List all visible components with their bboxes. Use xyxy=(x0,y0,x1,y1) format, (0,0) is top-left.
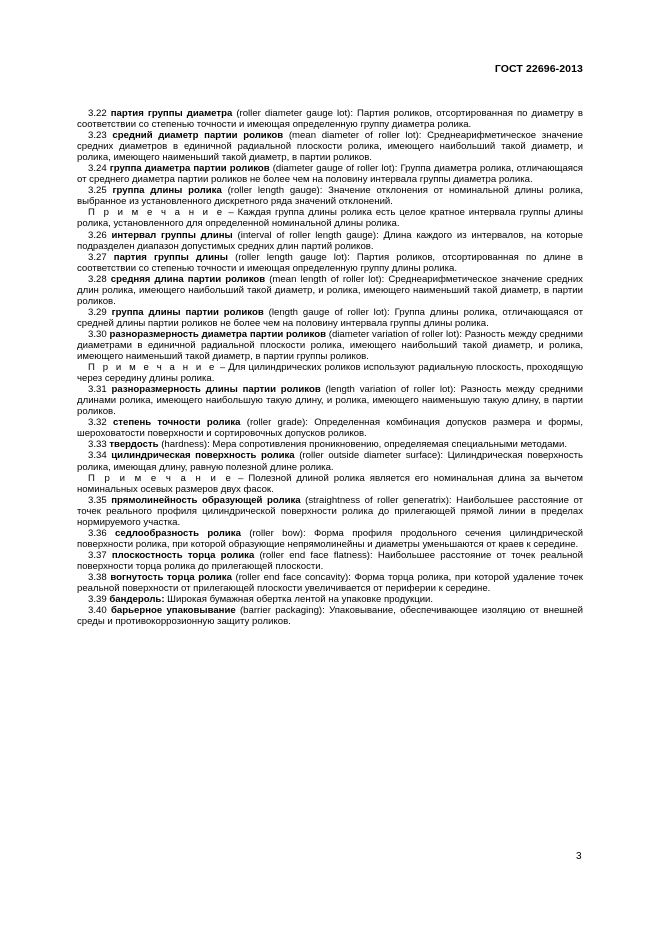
definition-paragraph xyxy=(77,417,583,439)
clause-number: 3.37 xyxy=(88,549,107,561)
definition-text: (barrier packaging): Упаковывание, обеспечивающее изоляцию от внешней среды и противокоррозионную защиту роликов. xyxy=(77,605,583,628)
clause-number: 3.23 xyxy=(88,130,107,142)
term-name: плоскостность торца ролика xyxy=(111,549,255,561)
note-label: П р и м е ч а н и е xyxy=(88,472,234,484)
term-name: средняя длина партии роликов xyxy=(110,273,266,285)
definition-paragraph xyxy=(77,384,583,417)
definition-paragraph xyxy=(77,572,583,594)
note-text: – Для цилиндрических роликов используют радиальную плоскость, проходящую через середину длины ролика. xyxy=(77,362,584,385)
term-name: твердость xyxy=(109,439,159,451)
definition-paragraph xyxy=(77,274,583,307)
term-name: барьерное упаковывание xyxy=(110,605,236,617)
definition-paragraph xyxy=(77,307,583,329)
term-name: разноразмерность диаметра партии роликов xyxy=(109,328,326,340)
definition-paragraph xyxy=(77,230,583,252)
definition-paragraph xyxy=(77,594,583,605)
definition-paragraph xyxy=(77,495,583,528)
clause-number: 3.36 xyxy=(88,527,107,539)
note-label: П р и м е ч а н и е xyxy=(88,362,217,374)
definition-paragraph xyxy=(77,108,583,130)
definition-paragraph xyxy=(77,185,583,207)
note-paragraph xyxy=(77,207,583,229)
term-name: вогнутость торца ролика xyxy=(110,571,232,583)
term-name: партия группы диаметра xyxy=(110,108,233,119)
term-name: цилиндрическая поверхность ролика xyxy=(111,450,295,462)
note-paragraph xyxy=(77,362,583,384)
definition-text: (interval of roller length gauge): Длина каждого из интервалов, на которые подразделен диапазон допустимых средних длин партий роликов. xyxy=(77,229,583,252)
note-text: – Каждая группа длины ролика есть целое кратное интервала группы длины ролика, установленного для определенной номинальной длины ролика. xyxy=(77,207,584,230)
term-name: группа длины партии роликов xyxy=(111,306,264,318)
definition-text: (roller bow): Форма профиля продольного сечения цилиндрической поверхности ролика, при которой образующие непрямолинейны и диаметры уменьшаются от краев к середине. xyxy=(77,527,583,550)
definition-text: (straightness of roller generatrix): Наибольшее расстояние от точек реального профиля цилиндрической поверхности ролика до прилегающей прямой линии в пределах нормируемого участка. xyxy=(77,494,583,528)
definition-text: (roller length gauge lot): Партия роликов, отсортированная по длине в соответствии со степенью точности и имеющая определенную группу длины ролика. xyxy=(77,251,583,274)
clause-number: 3.40 xyxy=(88,605,107,617)
definition-text: (mean length of roller lot): Среднеарифметическое значение средних длин ролика, имеющего наибольший такой диаметр, и ролика, имеющего наименьший такой диаметр, в партии роликов. xyxy=(77,273,583,307)
definition-paragraph xyxy=(77,329,583,362)
definition-text: (length variation of roller lot): Разность между средними длинами ролика, имеющего наибольшую такую длину, и ролика, имеющего наименьшую такую длину, в партии роликов. xyxy=(77,384,583,418)
definition-text: (roller length gauge): Значение отклонения от номинальной длины ролика, выбранное из установленного дискретного ряда значений отклонений. xyxy=(77,185,583,208)
clause-number: 3.27 xyxy=(88,251,107,263)
note-label: П р и м е ч а н и е xyxy=(88,207,225,219)
definition-text: (roller outside diameter surface): Цилиндрическая поверхность ролика, имеющая длину, равную полезной длине ролика. xyxy=(77,450,584,473)
definition-text: (roller diameter gauge lot): Партия роликов, отсортированная по диаметру в соответствии со степенью точности и имеющая определенную группу диаметра ролика. xyxy=(77,108,583,131)
term-name: степень точности ролика xyxy=(112,417,241,429)
definitions-body xyxy=(77,108,583,627)
term-name: группа длины ролика xyxy=(112,185,222,197)
term-name: прямолинейность образующей ролика xyxy=(111,494,301,506)
definition-text: (mean diameter of roller lot): Среднеарифметическое значение средних диаметров в единичной радиальной плоскости ролика, имеющего наибольший такой диаметр, и ролика, имеющего наименьший такой диаметр, в партии роликов. xyxy=(77,130,583,164)
page-number: 3 xyxy=(576,851,582,862)
definition-paragraph xyxy=(77,550,583,572)
clause-number: 3.38 xyxy=(88,571,107,583)
definition-paragraph xyxy=(77,450,583,472)
clause-number: 3.28 xyxy=(88,273,107,285)
term-name: бандероль: xyxy=(109,594,165,606)
clause-number: 3.24 xyxy=(88,163,107,175)
definition-text: (roller grade): Определенная комбинация допусков размера и формы, шероховатости поверхности и сортировочных допусков роликов. xyxy=(77,417,583,440)
clause-number: 3.25 xyxy=(88,185,107,197)
clause-number: 3.39 xyxy=(88,594,107,606)
definition-text: (diameter variation of roller lot): Разность между средними диаметрами в единичной радиальной плоскости ролика, имеющего наибольший такой диаметр, и ролика, имеющего наименьший такой диаметр, в партии группы роликов. xyxy=(77,328,583,363)
definition-text: Широкая бумажная обертка лентой на упаковке продукции. xyxy=(164,594,434,606)
definition-text: (hardness): Мера сопротивления проникновению, определяемая специальными методами. xyxy=(158,439,568,451)
clause-number: 3.33 xyxy=(88,439,107,451)
note-paragraph xyxy=(77,473,583,495)
note-text: – Полезной длиной ролика является его номинальная длина за вычетом номинальных осевых размеров двух фасок. xyxy=(77,472,584,495)
clause-number: 3.30 xyxy=(88,328,107,340)
definition-text: (roller end face flatness): Наибольшее расстояние от точек реальной поверхности торца ролика до прилегающей плоскости. xyxy=(77,549,583,572)
clause-number: 3.22 xyxy=(88,108,107,119)
clause-number: 3.26 xyxy=(88,229,107,241)
clause-number: 3.31 xyxy=(88,384,107,396)
definition-paragraph xyxy=(77,528,583,550)
term-name: партия группы длины xyxy=(113,251,228,263)
definition-paragraph xyxy=(77,439,583,450)
definition-paragraph xyxy=(77,252,583,274)
definition-text: (length gauge of roller lot): Группа длины ролика, отличающаяся от средней длины партии роликов не более чем на половину интервала группы длины ролика. xyxy=(77,306,584,329)
definition-paragraph xyxy=(77,605,583,627)
clause-number: 3.29 xyxy=(88,306,107,318)
term-name: разноразмерность длины партии роликов xyxy=(111,384,321,396)
term-name: группа диаметра партии роликов xyxy=(109,163,270,175)
definition-paragraph xyxy=(77,130,583,163)
clause-number: 3.34 xyxy=(88,450,107,462)
clause-number: 3.35 xyxy=(88,494,107,506)
standard-header: ГОСТ 22696-2013 xyxy=(494,63,583,75)
term-name: средний диаметр партии роликов xyxy=(112,130,284,142)
clause-number: 3.32 xyxy=(88,417,107,429)
definition-paragraph xyxy=(77,163,583,185)
term-name: седлообразность ролика xyxy=(115,527,241,539)
definition-text: (roller end face concavity): Форма торца ролика, при которой удаление точек реальной поверхности от прилегающей плоскости увеличивается от периферии к середине. xyxy=(77,571,583,595)
term-name: интервал группы длины xyxy=(111,229,233,241)
definition-text: (diameter gauge of roller lot): Группа диаметра ролика, отличающаяся от среднего диаметра партии роликов не более чем на половину интервала группы диаметра ролика. xyxy=(77,163,583,186)
